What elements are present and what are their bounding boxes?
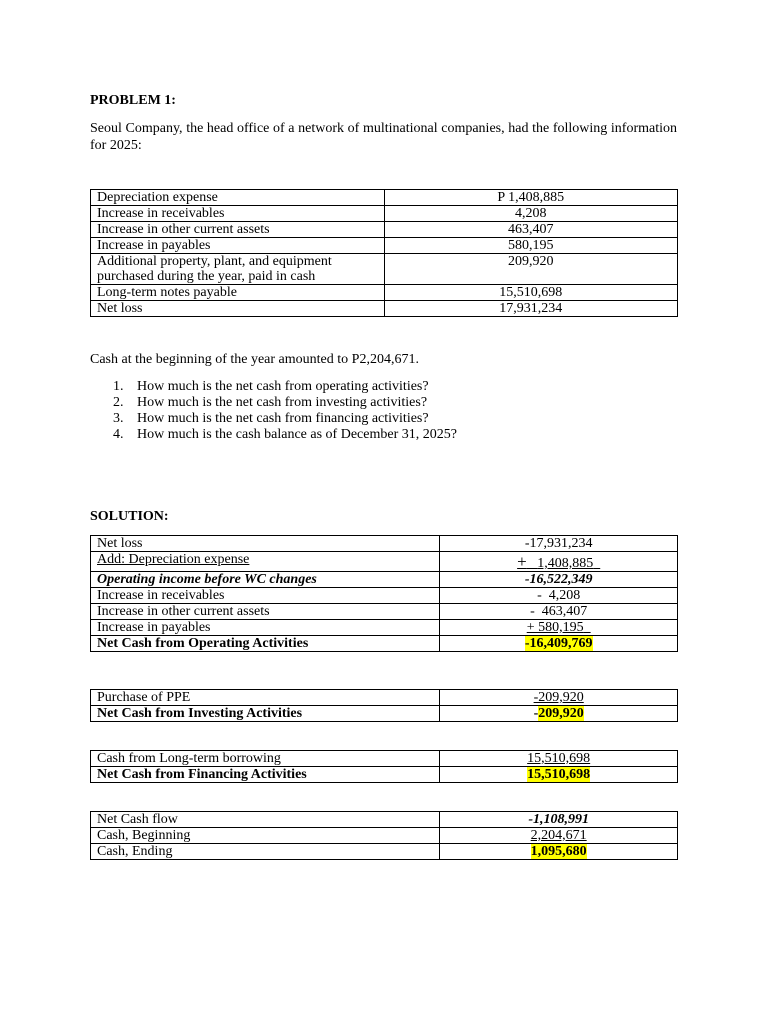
table-row [91,190,678,206]
row-label: Operating income before WC changes [91,572,440,588]
row-value: -209,920 [533,690,584,705]
row-label: Increase in payables [91,620,440,636]
investing-table [90,689,678,722]
summary-table [90,811,678,860]
list-item [113,411,457,427]
cash-beginning-text: Cash at the beginning of the year amounted to P2,204,671. [90,352,419,367]
table-row [91,706,678,722]
row-label: Net Cash from Financing Activities [91,767,440,783]
data-value: 15,510,698 [384,285,677,301]
data-label: Increase in receivables [91,206,385,222]
table-row [91,690,678,706]
row-label: Add: Depreciation expense [97,552,250,567]
table-row [91,620,678,636]
question-number: 2. [113,395,124,410]
problem-intro: Seoul Company, the head office of a network of multinational companies, had the following information for 2025: [90,121,677,153]
data-label: Long-term notes payable [91,285,385,301]
solution-heading: SOLUTION: [90,509,169,524]
row-value: 15,510,698 [527,751,591,766]
table-row [91,636,678,652]
row-value: - 463,407 [440,604,678,620]
row-value: -1,108,991 [440,812,678,828]
table-row [91,588,678,604]
row-label: Cash, Ending [91,844,440,860]
plus-sign: + [517,552,527,571]
table-row [91,604,678,620]
row-value: - 4,208 [440,588,678,604]
question-text: How much is the cash balance as of December 31, 2025? [137,427,457,442]
table-row [91,812,678,828]
table-row [91,572,678,588]
question-text: How much is the net cash from investing activities? [137,395,428,410]
data-label: Increase in other current assets [91,222,385,238]
question-number: 4. [113,427,124,442]
data-label: Additional property, plant, and equipment purchased during the year, paid in cash [91,254,385,285]
row-label: Cash, Beginning [91,828,440,844]
given-data-table [90,189,678,317]
data-label: Depreciation expense [91,190,385,206]
table-row [91,751,678,767]
minus-sign: - [533,706,539,721]
row-label: Net loss [91,536,440,552]
operating-table [90,535,678,652]
table-row [91,844,678,860]
data-label: Increase in payables [91,238,385,254]
row-value: 2,204,671 [530,828,587,843]
row-value: -17,931,234 [440,536,678,552]
row-label: Increase in receivables [91,588,440,604]
row-value: -16,409,769 [524,636,593,651]
data-value: 463,407 [384,222,677,238]
row-value: 209,920 [538,706,584,721]
table-row [91,254,678,285]
question-number: 3. [113,411,124,426]
data-value: P 1,408,885 [384,190,677,206]
question-text: How much is the net cash from financing activities? [137,411,429,426]
table-row [91,206,678,222]
list-item [113,395,457,411]
data-value: 4,208 [384,206,677,222]
question-text: How much is the net cash from operating activities? [137,379,429,394]
row-label: Purchase of PPE [91,690,440,706]
table-row [91,222,678,238]
question-list [113,379,457,443]
row-value: 15,510,698 [527,767,591,782]
table-row [91,828,678,844]
list-item [113,379,457,395]
table-row [91,536,678,552]
data-value: 17,931,234 [384,301,677,317]
data-value: 580,195 [384,238,677,254]
row-label: Net Cash from Operating Activities [91,636,440,652]
table-row [91,238,678,254]
row-label: Net Cash flow [91,812,440,828]
table-row [91,285,678,301]
row-value: + 580,195 [526,620,584,635]
row-value: 1,095,680 [530,844,587,859]
question-number: 1. [113,379,124,394]
data-value: 209,920 [384,254,677,285]
row-label: Net Cash from Investing Activities [91,706,440,722]
row-label: Cash from Long-term borrowing [91,751,440,767]
table-row [91,552,678,572]
financing-table [90,750,678,783]
row-label: Increase in other current assets [91,604,440,620]
problem-heading: PROBLEM 1: [90,93,176,108]
row-value: -16,522,349 [440,572,678,588]
list-item [113,427,457,443]
row-value: 1,408,885 [537,556,594,571]
data-label: Net loss [91,301,385,317]
table-row [91,301,678,317]
table-row [91,767,678,783]
